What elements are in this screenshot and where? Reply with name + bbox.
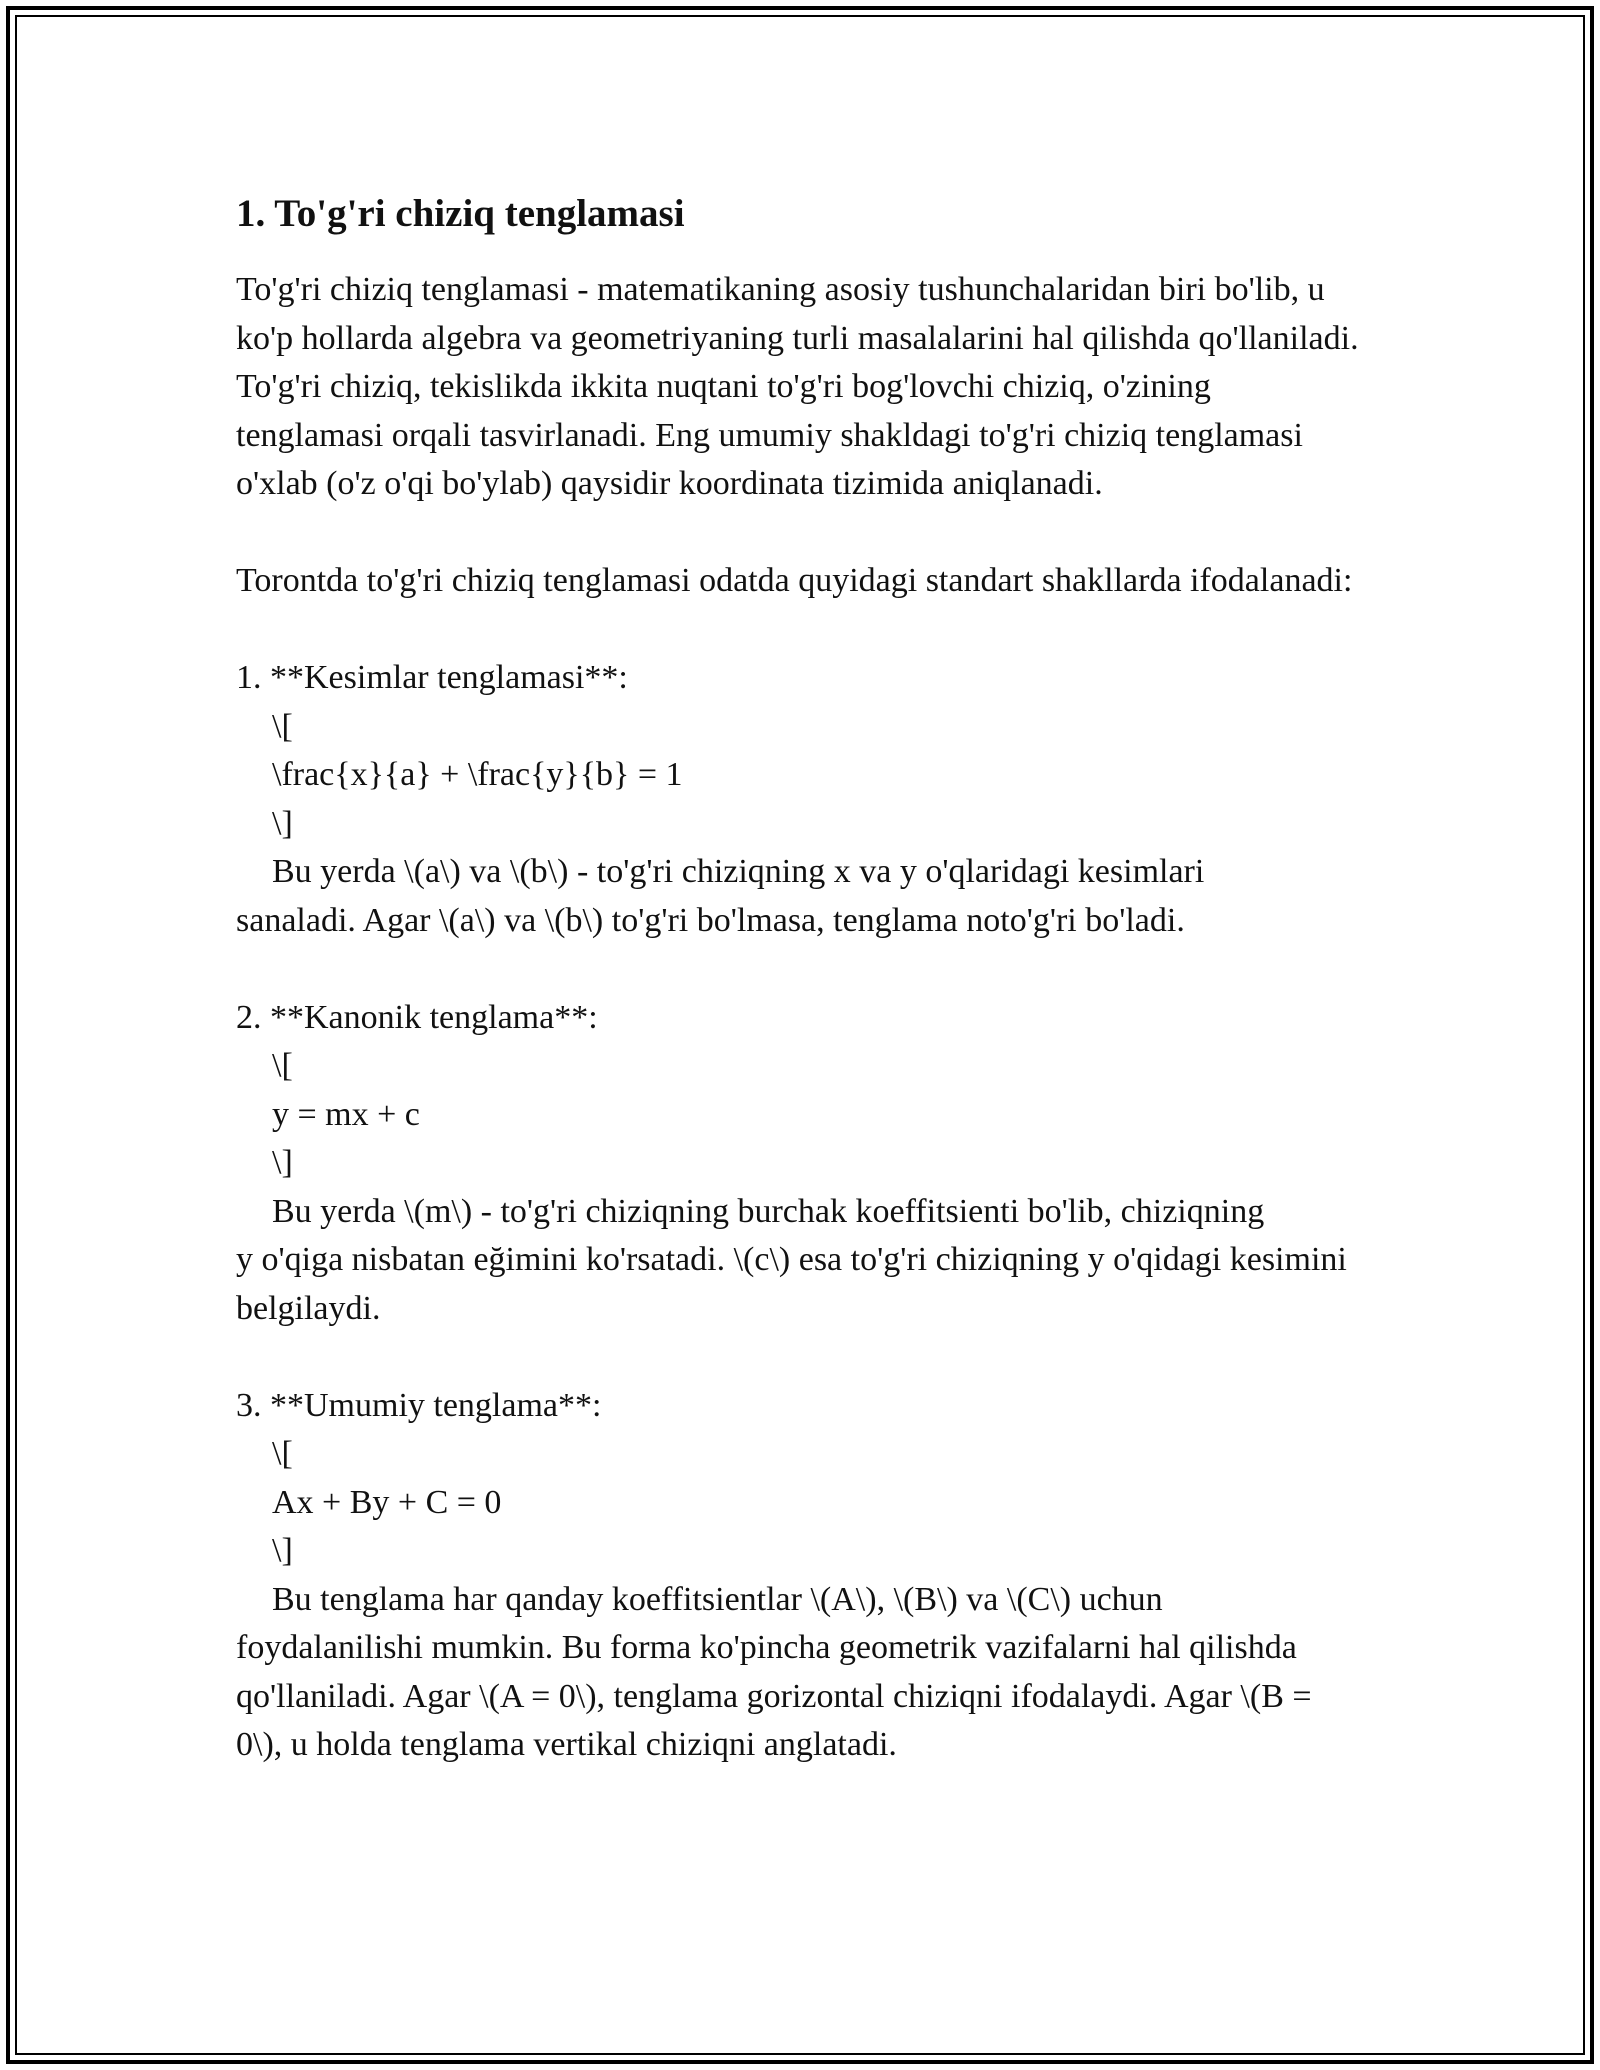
paragraph-spacer <box>236 606 1366 655</box>
math-open-delimiter: \[ <box>272 1047 293 1084</box>
equation-description: y o'qiga nisbatan eğimini ko'rsatadi. \(c\) esa to'g'ri chiziqning y o'qidagi kesimini belgilaydi. <box>236 1241 1347 1327</box>
equation-description: sanaladi. Agar \(a\) va \(b\) to'g'ri bo'lmasa, tenglama noto'g'ri bo'ladi. <box>236 901 1185 939</box>
paragraph-spacer <box>236 509 1366 558</box>
equation-description-first-line: Bu tenglama har qanday koeffitsientlar \(A\), \(B\) va \(C\) uchun <box>272 1580 1163 1618</box>
equation-description-first-line: Bu yerda \(a\) va \(b\) - to'g'ri chiziqning x va y o'qlaridagi kesimlari <box>272 853 1205 890</box>
document-body <box>236 186 1366 1770</box>
math-formula: y = mx + c <box>272 1095 420 1133</box>
math-formula: \frac{x}{a} + \frac{y}{b} = 1 <box>272 756 683 793</box>
math-close-delimiter: \] <box>272 1532 293 1569</box>
math-formula: Ax + By + C = 0 <box>272 1483 502 1521</box>
math-open-delimiter: \[ <box>272 707 293 745</box>
equation-title: 3. **Umumiy tenglama**: <box>236 1386 602 1424</box>
math-open-delimiter: \[ <box>272 1435 293 1472</box>
section-heading: 1. To'g'ri chiziq tenglamasi <box>236 192 685 235</box>
paragraph-spacer <box>236 945 1366 994</box>
paragraph-spacer <box>236 1333 1366 1382</box>
math-close-delimiter: \] <box>272 804 293 842</box>
equation-description: foydalanilishi mumkin. Bu forma ko'pincha geometrik vazifalarni hal qilishda qo'llaniladi. Agar \(A = 0\), tenglama gorizontal chiziqni ifodalaydi. Agar \(B = 0\), u holda tenglama vertikal chiziqni anglatadi. <box>236 1629 1312 1763</box>
equation-title: 1. **Kesimlar tenglamasi**: <box>236 659 628 696</box>
math-close-delimiter: \] <box>272 1144 293 1181</box>
equation-item-general <box>236 1382 1366 1770</box>
intro-paragraph: To'g'ri chiziq tenglamasi - matematikaning asosiy tushunchalaridan biri bo'lib, u ko'p hollarda algebra va geometriyaning turli masalalarini hal qilishda qo'llaniladi. To'g'ri chiziq, tekislikda ikkita nuqtani to'g'ri bog'lovchi chiziq, o'zining tenglamasi orqali tasvirlanadi. Eng umumiy shakldagi to'g'ri chiziq tenglamasi o'xlab (o'z o'qi bo'ylab) qaysidir koordinata tizimida aniqlanadi. <box>236 271 1359 502</box>
equation-description-first-line: Bu yerda \(m\) - to'g'ri chiziqning burchak koeffitsienti bo'lib, chiziqning <box>272 1192 1265 1230</box>
equation-item-canonical <box>236 994 1366 1334</box>
equation-item-intercept <box>236 654 1366 945</box>
lead-paragraph: Torontda to'g'ri chiziq tenglamasi odatda quyidagi standart shakllarda ifodalanadi: <box>236 562 1353 599</box>
equation-title: 2. **Kanonik tenglama**: <box>236 998 598 1036</box>
